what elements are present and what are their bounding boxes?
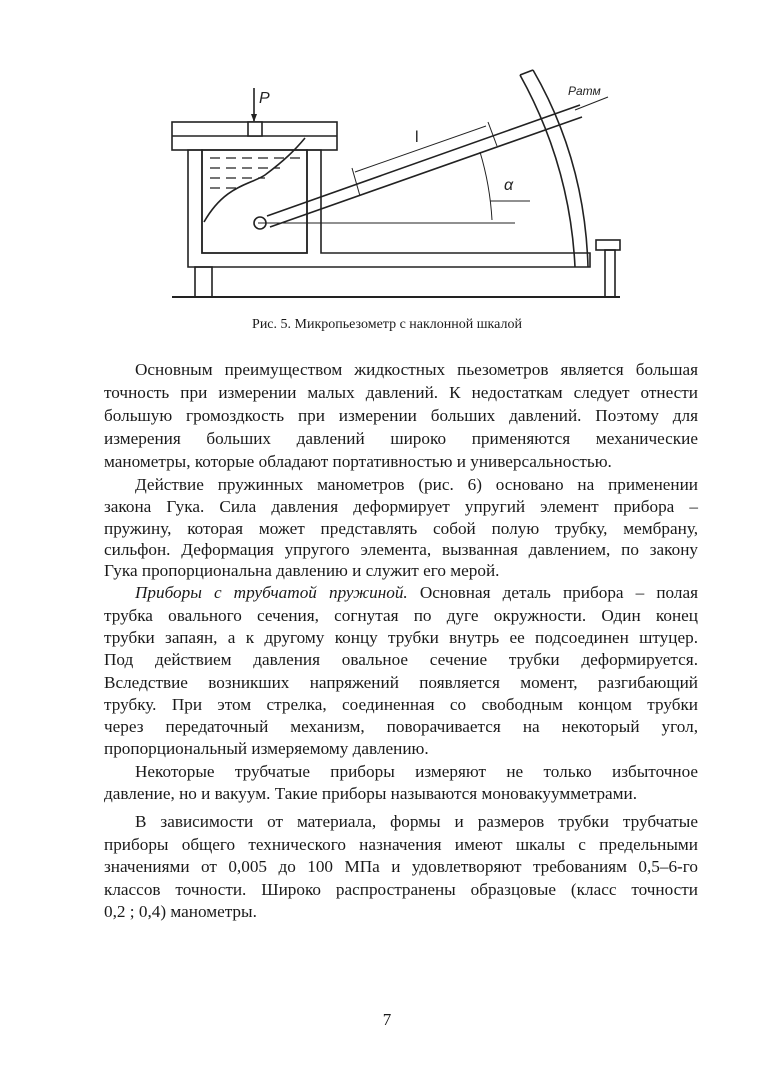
line-text: приборы общего технического назначения имеют шкалы с предельными <box>104 835 698 854</box>
label-l: l <box>415 129 419 146</box>
label-p: P <box>259 90 270 107</box>
text-line <box>104 560 698 581</box>
label-patm: Pатм <box>568 84 601 98</box>
text-line <box>104 716 698 737</box>
line-text: пружину, которая может представлять собой полую трубку, мембрану, <box>104 519 698 538</box>
text-line <box>104 672 698 693</box>
line-text: пропорциональный измеряемому давлению. <box>104 739 429 758</box>
line-text: трубку. При этом стрелка, соединенная со свободным концом трубки <box>104 695 698 714</box>
line-text: точность при измерении малых давлений. К недостаткам следует отнести <box>104 383 698 402</box>
text-line <box>104 649 698 670</box>
text-line <box>135 811 698 832</box>
figure-caption: Рис. 5. Микропьезометр с наклонной шкалой <box>252 317 522 332</box>
page-number: 7 <box>382 1010 392 1029</box>
line-text: измерения больших давлений широко применяются механические <box>104 429 698 448</box>
line-text: сильфон. Деформация упругого элемента, вызванная давлением, по закону <box>104 540 698 559</box>
plunger <box>248 122 262 136</box>
text-line <box>135 761 698 782</box>
text-line <box>104 694 698 715</box>
text-line <box>104 901 698 922</box>
line-text: манометры, которые обладают портативностью и универсальностью. <box>104 452 612 471</box>
text-line <box>104 405 698 426</box>
text-line <box>104 738 698 759</box>
line-text: трубка овального сечения, согнутая по дуге окружности. Один конец <box>104 606 698 625</box>
line-text: Гука пропорциональна давлению и служит его мерой. <box>104 561 500 580</box>
label-alpha: α <box>504 177 514 194</box>
line-text: значениями от 0,005 до 100 МПа и удовлетворяют требованиям 0,5–6-го <box>104 857 698 876</box>
text-line <box>104 879 698 900</box>
line-text: Некоторые трубчатые приборы измеряют не только избыточное <box>135 762 698 781</box>
text-line <box>104 783 698 804</box>
arc-scale <box>520 75 575 267</box>
text-line <box>104 382 698 403</box>
text-line <box>104 518 698 539</box>
line-text: большую громоздкость при измерении больших давлений. Поэтому для <box>104 406 698 425</box>
line-text: Основным преимуществом жидкостных пьезометров является большая <box>135 360 698 379</box>
line-text: классов точности. Широко распространены образцовые (класс точности <box>104 880 698 899</box>
text-line <box>104 605 698 626</box>
line-text: через передаточный механизм, поворачивается на некоторый угол, <box>104 717 698 736</box>
text-line <box>135 474 698 495</box>
text-line <box>104 856 698 877</box>
line-text: закона Гука. Сила давления деформирует упругий элемент прибора – <box>104 497 698 516</box>
line-text: Основная деталь прибора – полая <box>407 583 698 602</box>
line-text: 0,2 ; 0,4) манометры. <box>104 902 257 921</box>
line-text: Под действием давления овальное сечение трубки деформируется. <box>104 650 698 669</box>
text-line <box>104 496 698 517</box>
line-text: Вследствие возникших напряжений появляется момент, разгибающий <box>104 673 698 692</box>
text-line <box>104 627 698 648</box>
line-text: В зависимости от материала, формы и размеров трубки трубчатые <box>135 812 698 831</box>
line-text: трубки запаян, а к другому концу трубки внутрь ее подсоединен штуцер. <box>104 628 698 647</box>
text-line <box>104 451 698 472</box>
text-line <box>104 539 698 560</box>
text-line <box>135 582 698 603</box>
text-line <box>104 428 698 449</box>
line-text: давление, но и вакуум. Такие приборы называются моновакуумметрами. <box>104 784 638 803</box>
text-line <box>104 834 698 855</box>
micropiezometer-figure <box>0 0 774 310</box>
text-line <box>135 359 698 380</box>
italic-lead: Приборы с трубчатой пружиной. <box>135 583 408 602</box>
line-text: Действие пружинных манометров (рис. 6) основано на применении <box>135 475 698 494</box>
